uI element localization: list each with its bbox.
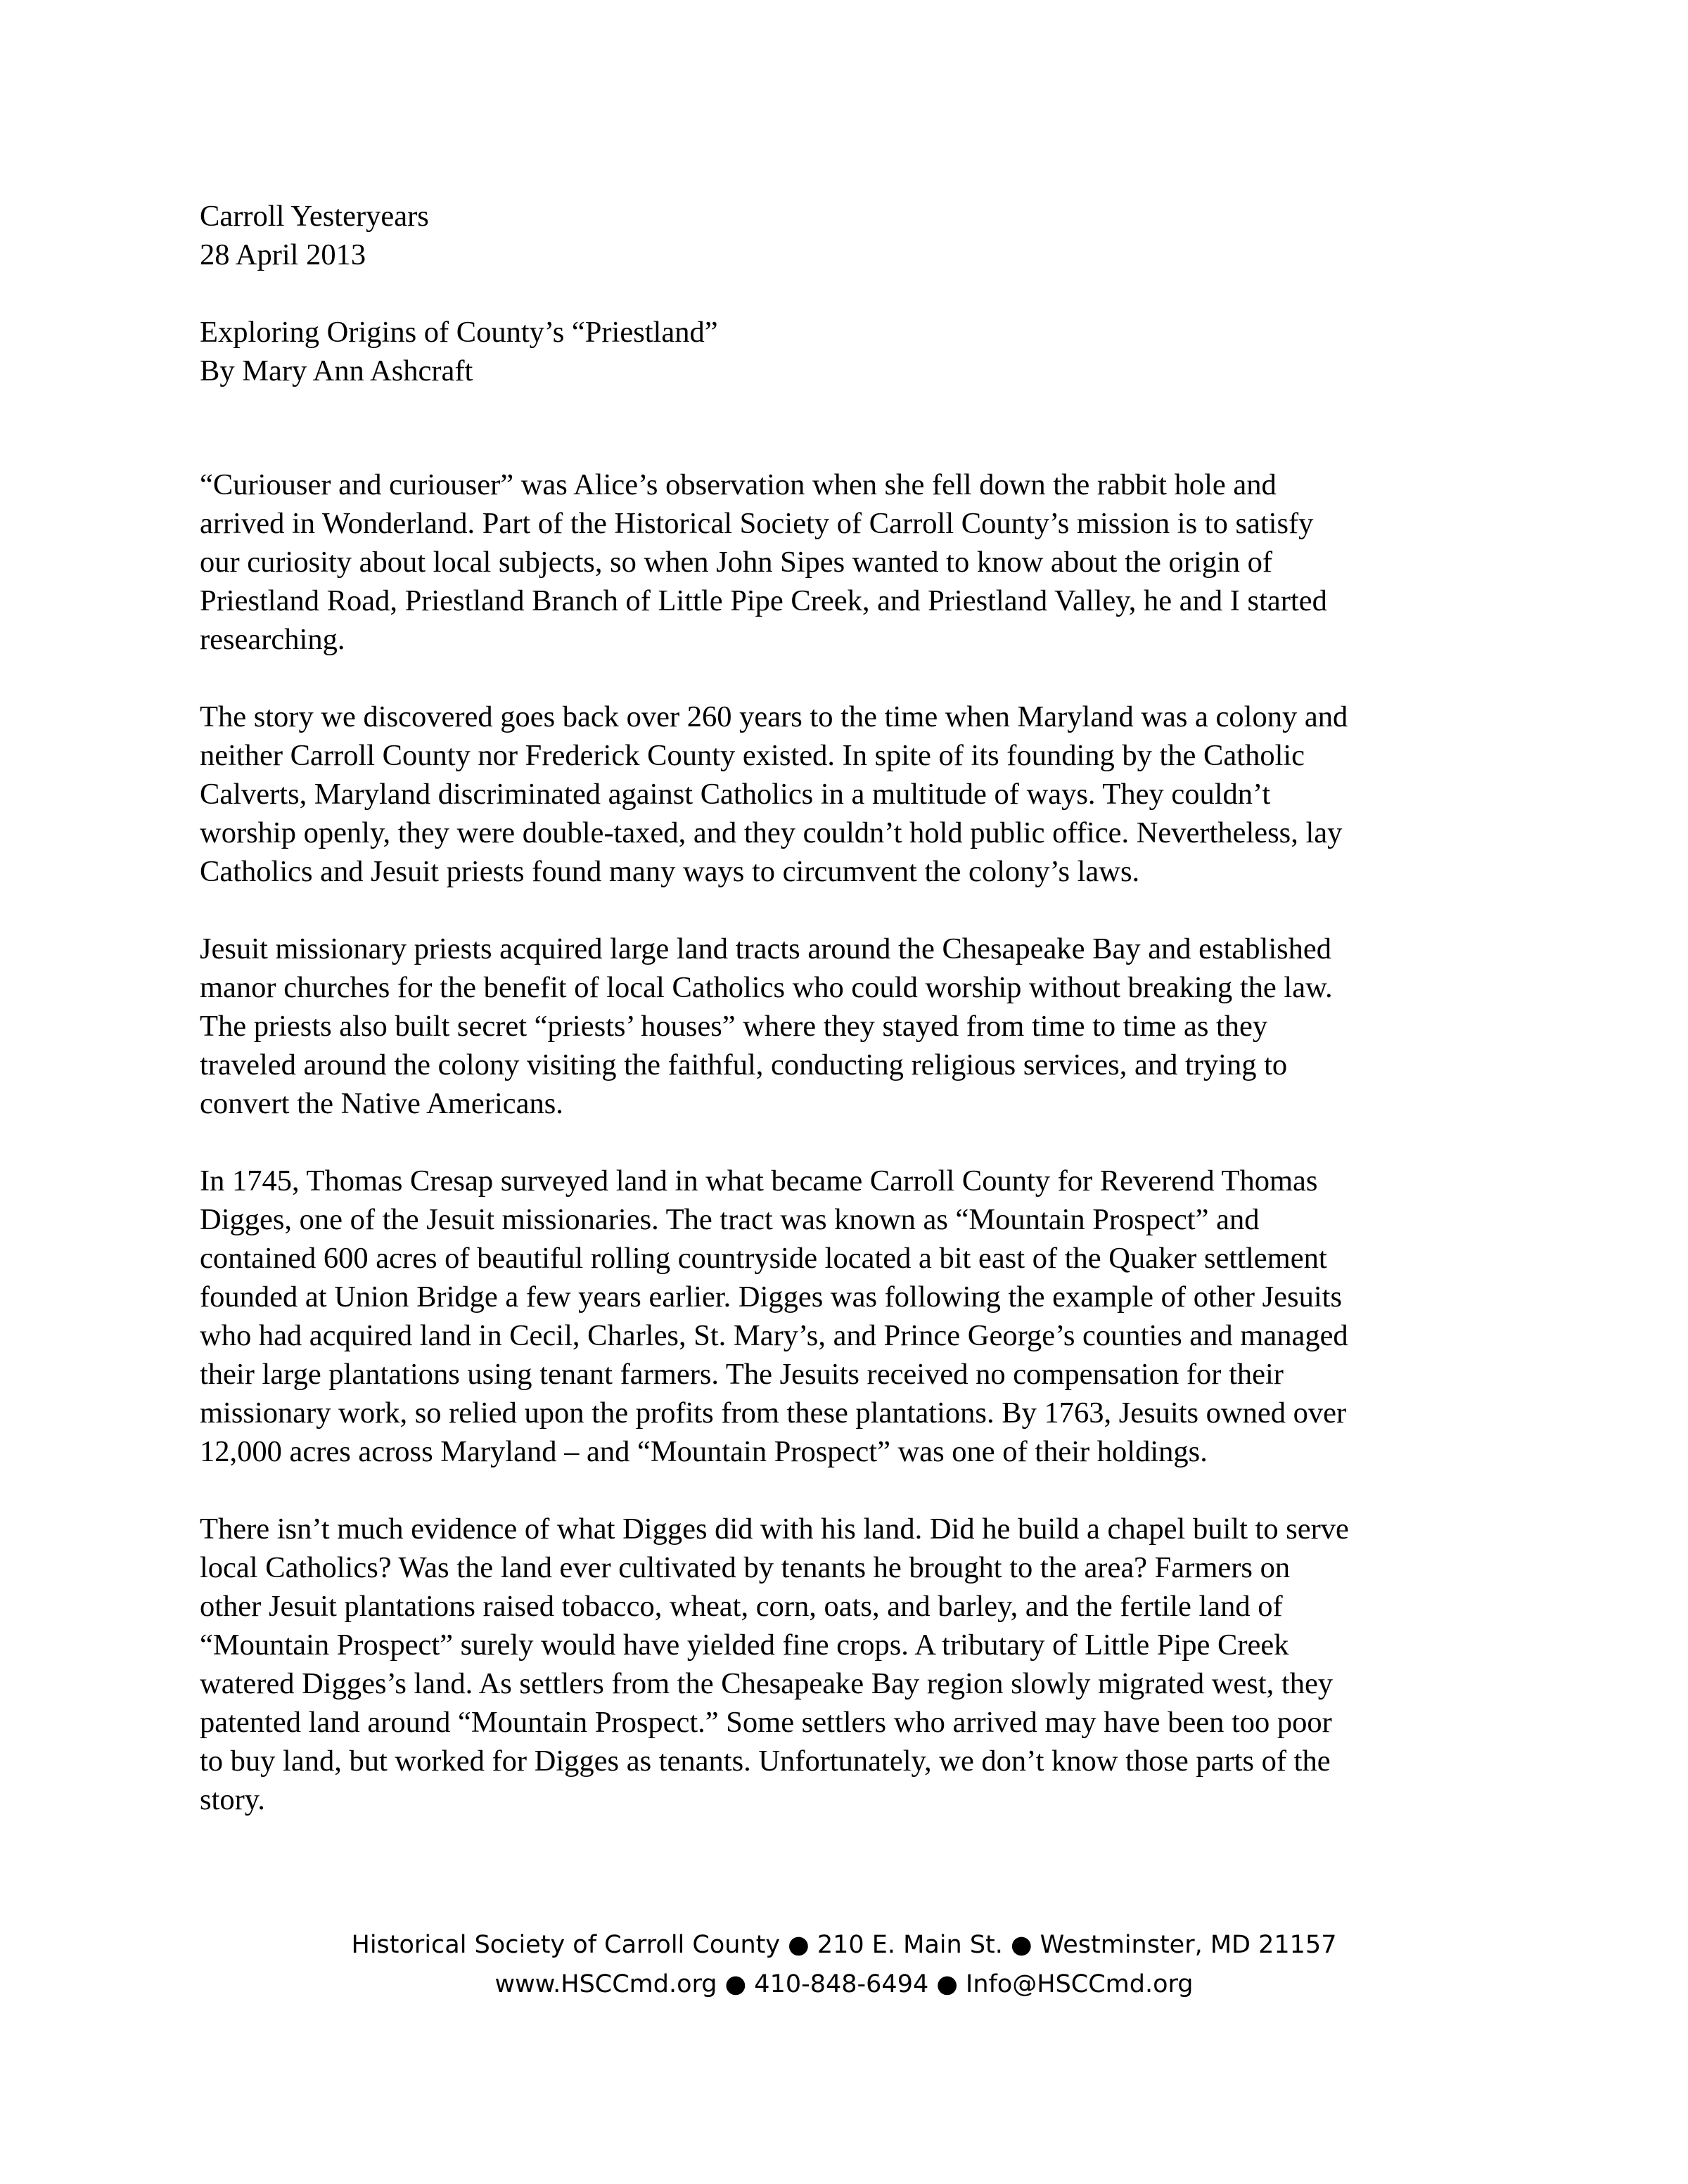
text-line: researching. <box>200 623 345 656</box>
text-line: who had acquired land in Cecil, Charles, St. Mary’s, and Prince George’s counties and managed <box>200 1319 1348 1352</box>
text-line: Calverts, Maryland discriminated against Catholics in a multitude of ways. They couldn’t <box>200 778 1271 811</box>
article-byline: By Mary Ann Ashcraft <box>200 354 473 387</box>
publication-name: Carroll Yesteryears <box>200 200 429 233</box>
text-line: In 1745, Thomas Cresap surveyed land in what became Carroll County for Reverend Thomas <box>200 1164 1318 1197</box>
article-heading <box>200 313 1536 390</box>
page-footer <box>0 1925 1688 2004</box>
paragraph-2 <box>200 698 1522 891</box>
text-line: local Catholics? Was the land ever cultivated by tenants he brought to the area? Farmers on <box>200 1551 1291 1584</box>
text-line: 12,000 acres across Maryland – and “Mountain Prospect” was one of their holdings. <box>200 1435 1208 1468</box>
column-header <box>200 197 1536 274</box>
text-line: convert the Native Americans. <box>200 1087 563 1120</box>
footer-contact: www.HSCCmd.org ● 410-848-6494 ● Info@HSCCmd.org <box>494 1970 1194 1998</box>
text-line: The priests also built secret “priests’ houses” where they stayed from time to time as they <box>200 1010 1268 1043</box>
text-line: Priestland Road, Priestland Branch of Little Pipe Creek, and Priestland Valley, he and I started <box>200 584 1327 617</box>
text-line: patented land around “Mountain Prospect.” Some settlers who arrived may have been too poor <box>200 1706 1332 1739</box>
article-title: Exploring Origins of County’s “Priestland” <box>200 316 718 349</box>
paragraph-5 <box>200 1510 1522 1819</box>
text-line: Catholics and Jesuit priests found many ways to circumvent the colony’s laws. <box>200 855 1140 888</box>
paragraph-4 <box>200 1162 1522 1471</box>
text-line: traveled around the colony visiting the faithful, conducting religious services, and trying to <box>200 1048 1288 1081</box>
text-line: worship openly, they were double-taxed, and they couldn’t hold public office. Nevertheless, lay <box>200 816 1343 849</box>
text-line: arrived in Wonderland. Part of the Historical Society of Carroll County’s mission is to satisfy <box>200 507 1314 540</box>
footer-address: Historical Society of Carroll County ● 210 E. Main St. ● Westminster, MD 21157 <box>351 1931 1337 1959</box>
text-line: our curiosity about local subjects, so when John Sipes wanted to know about the origin of <box>200 546 1273 579</box>
text-line: watered Digges’s land. As settlers from the Chesapeake Bay region slowly migrated west, they <box>200 1667 1334 1700</box>
article-body <box>200 465 1522 1858</box>
text-line: other Jesuit plantations raised tobacco, wheat, corn, oats, and barley, and the fertile land of <box>200 1590 1283 1623</box>
text-line: contained 600 acres of beautiful rolling countryside located a bit east of the Quaker settlement <box>200 1242 1327 1275</box>
text-line: Digges, one of the Jesuit missionaries. The tract was known as “Mountain Prospect” and <box>200 1203 1260 1236</box>
text-line: neither Carroll County nor Frederick County existed. In spite of its founding by the Catholic <box>200 739 1305 772</box>
text-line: “Mountain Prospect” surely would have yielded fine crops. A tributary of Little Pipe Creek <box>200 1629 1289 1662</box>
text-line: The story we discovered goes back over 260 years to the time when Maryland was a colony and <box>200 700 1348 733</box>
text-line: founded at Union Bridge a few years earlier. Digges was following the example of other Jesuits <box>200 1280 1342 1313</box>
text-line: Jesuit missionary priests acquired large land tracts around the Chesapeake Bay and established <box>200 932 1332 965</box>
publication-date: 28 April 2013 <box>200 238 366 271</box>
text-line: their large plantations using tenant farmers. The Jesuits received no compensation for their <box>200 1358 1284 1391</box>
text-line: manor churches for the benefit of local Catholics who could worship without breaking the law. <box>200 971 1333 1004</box>
text-line: story. <box>200 1783 265 1816</box>
text-line: missionary work, so relied upon the profits from these plantations. By 1763, Jesuits owned over <box>200 1396 1347 1430</box>
text-line: “Curiouser and curiouser” was Alice’s observation when she fell down the rabbit hole and <box>200 468 1277 501</box>
text-line: to buy land, but worked for Digges as tenants. Unfortunately, we don’t know those parts of the <box>200 1745 1331 1778</box>
paragraph-1 <box>200 465 1522 659</box>
paragraph-3 <box>200 930 1522 1123</box>
text-line: There isn’t much evidence of what Digges did with his land. Did he build a chapel built to serve <box>200 1512 1349 1546</box>
